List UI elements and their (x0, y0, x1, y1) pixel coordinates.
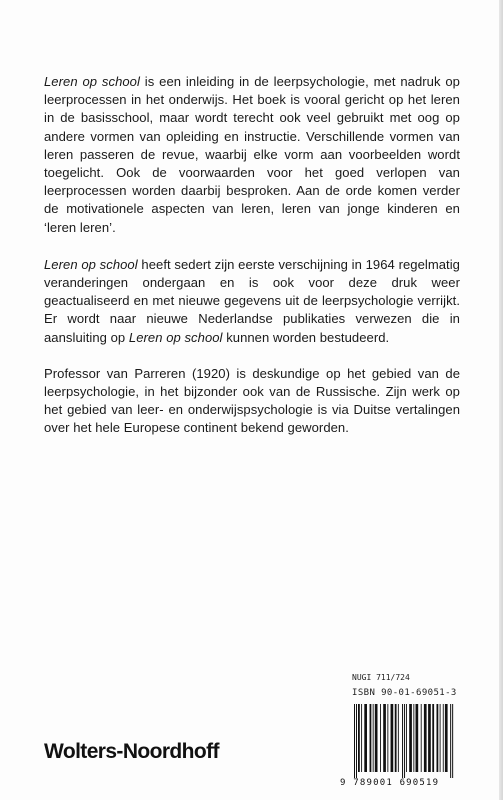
barcode-bar (437, 704, 439, 772)
barcode-bar (404, 704, 405, 778)
barcode-bar (364, 704, 367, 772)
barcode-bar (391, 704, 394, 772)
barcode-bar (383, 704, 386, 772)
book-title-italic: Leren op school (44, 74, 140, 89)
book-title-italic: Leren op school (44, 256, 138, 272)
cover-edge (499, 0, 503, 800)
barcode-bar (387, 704, 388, 772)
barcode-bar (416, 704, 419, 772)
barcode-bar (356, 704, 357, 778)
blurb-paragraph-1: Leren op school is een inleiding in de leerpsychologie, met nadruk op leerprocessen in het onderwijs. Het boek is vooral gericht op het leren in de basisschool, maar wordt terecht ook veel gebruikt met oog op andere vormen van opleiding en instructie. Verschillende vormen van leren passeren de revue, waarbij elke vorm aan voorbeelden wordt toegelicht. Ook de voorwaarden voor het goed verlopen van leerprocessen worden daarbij besproken. Aan de orde komen verder de motivationele aspecten van leren, leren van jonge kinderen en ‘leren leren’. (44, 74, 460, 235)
barcode-bar (445, 704, 448, 772)
barcode-bar (440, 704, 441, 772)
barcode-bar (406, 704, 407, 772)
book-title-italic: Leren op school (128, 329, 223, 345)
barcode-bar (375, 704, 378, 772)
publisher-logo: Wolters-Noordhoff (44, 740, 219, 763)
barcode-bar (421, 704, 422, 772)
catalog-codes (352, 672, 457, 699)
barcode-bar (424, 704, 427, 772)
barcode-bar (373, 704, 374, 772)
barcode-bar (432, 704, 434, 772)
blurb-paragraph-3: Professor van Parreren (1920) is deskundige op het gebied van de leerpsychologie, in het bijzonder ook van de Russische. Zijn werk op het gebied van leer- en onderwijspsychologie is via Duitse vertalingen over het hele Europese continent bekend geworden. (44, 365, 460, 436)
barcode-bar (443, 704, 444, 772)
barcode-digits: 9 789001 690519 (340, 778, 440, 788)
barcode (352, 704, 473, 778)
barcode-bar (354, 704, 355, 778)
barcode-graphic (352, 704, 473, 778)
barcode-bar (409, 704, 412, 772)
barcode-bar (428, 704, 431, 772)
barcode-bar (370, 704, 372, 772)
barcode-bar (402, 704, 403, 778)
barcode-bar (361, 704, 362, 772)
barcode-bar (413, 704, 414, 772)
blurb-text (44, 73, 460, 456)
barcode-bar (380, 704, 381, 772)
barcode-bar (395, 704, 397, 772)
barcode-bar (452, 704, 453, 778)
blurb-paragraph-2: Leren op school heeft sedert zijn eerste verschijning in 1964 regelmatig veranderingen ondergaan en is ook voor deze druk weer geactualiseerd en met nieuwe gegevens uit de leerpsychologie verrijkt. Er wordt naar nieuwe Nederlandse publikaties verwezen die in aansluiting op Leren op school kunnen worden bestudeerd. (44, 256, 460, 345)
barcode-bar (398, 704, 399, 772)
isbn-code: ISBN 90-01-69051-3 (352, 688, 457, 698)
barcode-bar (358, 704, 360, 772)
nugi-code: NUGI 711/724 (352, 673, 410, 682)
barcode-bar (450, 704, 451, 778)
